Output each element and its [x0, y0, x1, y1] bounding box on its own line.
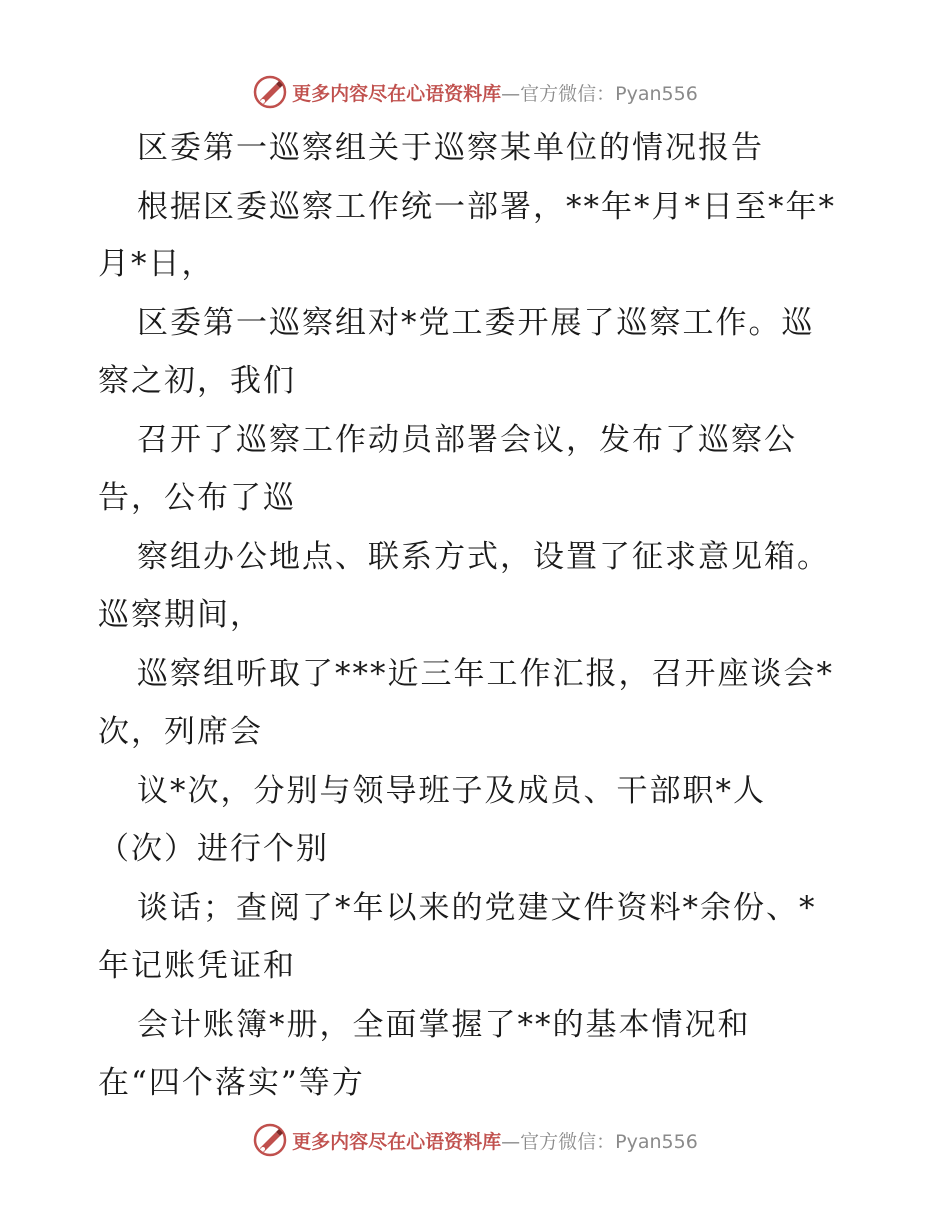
- pen-logo-icon: [252, 1122, 288, 1158]
- paragraph-line: 巡察期间，: [98, 597, 263, 633]
- paragraph-line: 年记账凭证和: [98, 948, 296, 984]
- footer-banner-separator: —: [501, 1130, 521, 1153]
- footer-banner-wechat: 官方微信：Pyan556: [520, 1130, 698, 1153]
- paragraph-line: 告，公布了巡: [98, 480, 296, 516]
- pen-logo-icon: [252, 74, 288, 110]
- header-banner-wechat: 官方微信：Pyan556: [520, 82, 698, 105]
- paragraph-line: 根据区委巡察工作统一部署，**年*月*日至*年*: [137, 189, 836, 225]
- paragraph-line: 会计账簿*册，全面掌握了**的基本情况和: [137, 1007, 751, 1043]
- paragraph-line: 议*次，分别与领导班子及成员、干部职*人: [137, 773, 766, 809]
- paragraph-line: 次，列席会: [98, 714, 263, 750]
- document-title: 区委第一巡察组关于巡察某单位的情况报告: [137, 130, 764, 166]
- header-banner-text: 更多内容尽在心语资料库: [292, 82, 502, 105]
- paragraph-line: 在“四个落实”等方: [98, 1065, 365, 1101]
- paragraph-line: （次）进行个别: [98, 831, 329, 867]
- header-banner-separator: —: [501, 82, 521, 105]
- footer-banner-text: 更多内容尽在心语资料库: [292, 1130, 502, 1153]
- paragraph-line: 谈话；查阅了*年以来的党建文件资料*余份、*: [137, 890, 817, 926]
- paragraph-line: 察组办公地点、联系方式，设置了征求意见箱。: [137, 539, 830, 575]
- header-banner: [0, 72, 950, 112]
- paragraph-line: 区委第一巡察组对*党工委开展了巡察工作。巡: [137, 305, 815, 341]
- paragraph-line: 月*日，: [98, 246, 215, 282]
- paragraph-line: 察之初，我们: [98, 363, 296, 399]
- paragraph-line: 召开了巡察工作动员部署会议，发布了巡察公: [137, 422, 797, 458]
- paragraph-line: 巡察组听取了***近三年工作汇报，召开座谈会*: [137, 656, 834, 692]
- footer-banner: [0, 1120, 950, 1160]
